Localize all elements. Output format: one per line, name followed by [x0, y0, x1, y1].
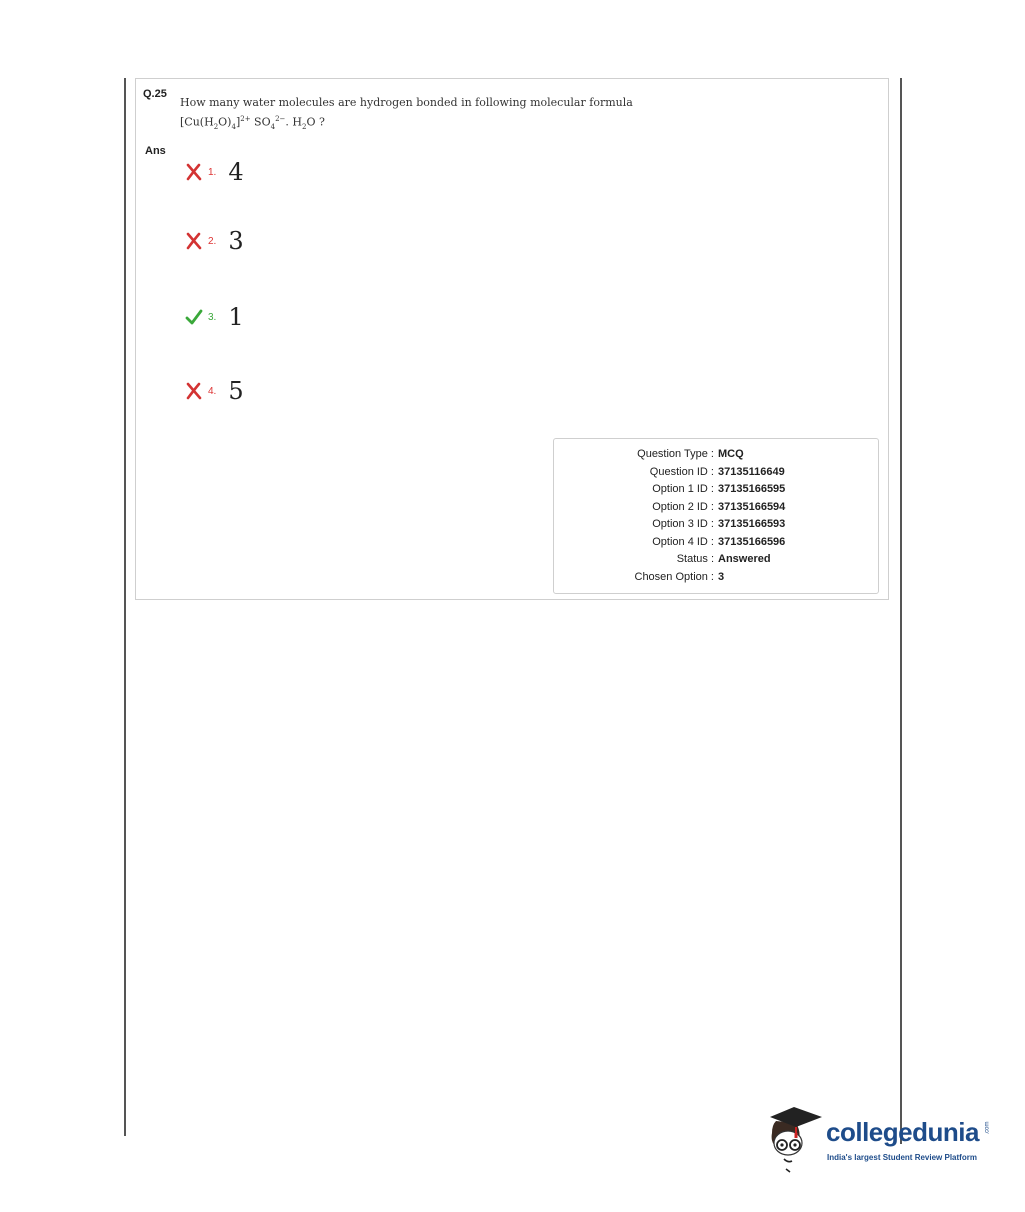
question-info-box [553, 438, 879, 594]
info-row-option-2-id: Option 2 ID : 37135166594 [652, 500, 786, 513]
option-number: 1. [208, 166, 217, 178]
cross-icon [185, 382, 203, 400]
option-number: 2. [208, 235, 217, 247]
option-number: 4. [208, 385, 217, 397]
cross-icon [185, 232, 203, 250]
brand-suffix: .com [984, 1121, 991, 1135]
info-row-chosen-option: Chosen Option : 3 [634, 570, 725, 583]
cross-icon [185, 163, 203, 181]
collegedunia-logo [766, 1103, 996, 1175]
question-number: Q.25 [143, 88, 167, 100]
option-2 [185, 226, 244, 256]
brand-tagline: India's largest Student Review Platform [827, 1153, 977, 1162]
option-value: 4 [228, 158, 244, 186]
question-formula: $[Cu(H_2O)_4]^{2+}$ $SO_4^{2-}$. $H_2O$ ? [180, 115, 325, 131]
page-right-rule [900, 78, 902, 1144]
page-left-rule [124, 78, 126, 1136]
mascot-icon [766, 1103, 824, 1175]
option-value: 1 [228, 303, 244, 331]
option-value: 5 [228, 377, 244, 405]
option-3 [185, 302, 244, 332]
option-value: 3 [228, 227, 244, 255]
answer-label: Ans [145, 145, 166, 157]
info-row-option-1-id: Option 1 ID : 37135166595 [652, 483, 786, 495]
option-number: 3. [208, 311, 217, 323]
option-4 [185, 376, 244, 406]
info-row-question-id: Question ID : 37135116649 [649, 465, 785, 478]
brand-name: collegedunia [826, 1117, 979, 1147]
question-text: How many water molecules are hydrogen bonded in following molecular formula [180, 96, 633, 109]
info-row-option-3-id: Option 3 ID : 37135166593 [652, 518, 786, 530]
check-icon [185, 308, 203, 326]
info-row-status: Status : Answered [676, 553, 771, 565]
option-1 [185, 157, 244, 187]
info-row-option-4-id: Option 4 ID : 37135166596 [652, 535, 786, 548]
info-row-question-type: Question Type : MCQ [637, 448, 744, 460]
